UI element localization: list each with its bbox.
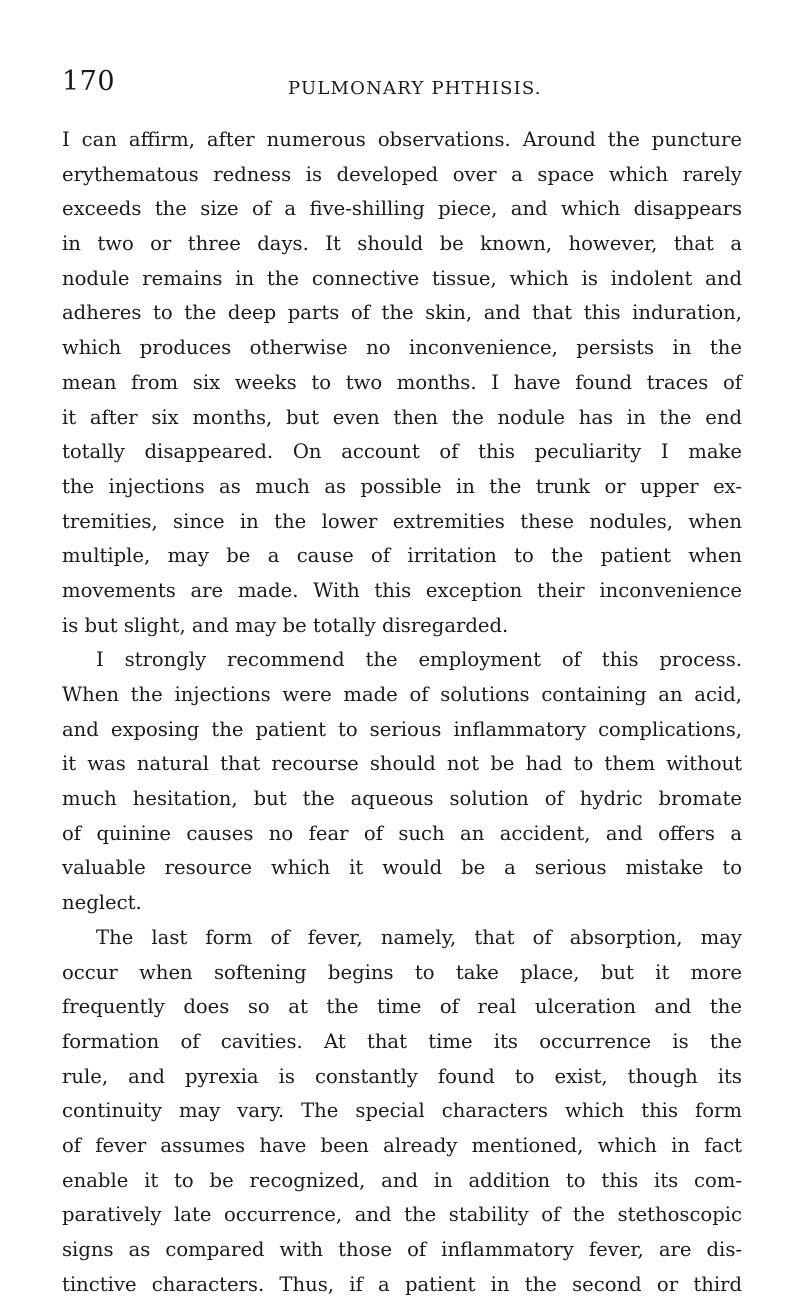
text-line: which produces otherwise no inconvenience, persists in the (62, 336, 742, 360)
text-line: rule, and pyrexia is constantly found to exist, though its (62, 1064, 742, 1088)
text-line: movements are made. With this exception their inconvenience (62, 578, 742, 602)
text-line: I can affirm, after numerous observations. Around the puncture (62, 128, 742, 151)
text-line: it was natural that recourse should not be had to them without (62, 752, 742, 776)
page-number: 170 (62, 66, 116, 97)
text-line: adheres to the deep parts of the skin, and that this induration, (62, 301, 742, 325)
text-line: continuity may vary. The special characters which this form (62, 1099, 742, 1123)
text-line: it after six months, but even then the nodule has in the end (62, 405, 742, 429)
text-line: enable it to be recognized, and in addition to this its com- (62, 1168, 742, 1192)
text-line: paratively late occurrence, and the stability of the stethoscopic (62, 1203, 742, 1227)
text-line: neglect. (62, 891, 142, 915)
text-line: tinctive characters. Thus, if a patient in the second or third (62, 1272, 742, 1296)
text-line: is but slight, and may be totally disregarded. (62, 613, 509, 637)
text-line: much hesitation, but the aqueous solution of hydric bromate (62, 787, 742, 811)
text-line: totally disappeared. On account of this peculiarity I make (62, 440, 742, 464)
text-line: and exposing the patient to serious inflammatory complications, (62, 717, 742, 741)
text-line: formation of cavities. At that time its occurrence is the (62, 1029, 742, 1053)
text-line: of fever assumes have been already mentioned, which in fact (62, 1133, 742, 1157)
text-line: valuable resource which it would be a serious mistake to (62, 856, 742, 880)
text-line: erythematous redness is developed over a space which rarely (62, 162, 742, 186)
body-text (62, 123, 742, 1302)
text-line: mean from six weeks to two months. I have found traces of (62, 370, 742, 394)
text-line: frequently does so at the time of real ulceration and the (62, 995, 742, 1019)
text-line: I strongly recommend the employment of this process. (96, 648, 742, 672)
text-line: of quinine causes no fear of such an accident, and offers a (62, 821, 742, 845)
text-line: in two or three days. It should be known, however, that a (62, 232, 742, 256)
text-line: exceeds the size of a five-shilling piece, and which disappears (62, 197, 742, 221)
running-head: PULMONARY PHTHISIS. (288, 78, 542, 99)
text-line: tremities, since in the lower extremities these nodules, when (62, 509, 742, 533)
text-line: multiple, may be a cause of irritation to the patient when (62, 544, 742, 568)
text-line: When the injections were made of solutions containing an acid, (62, 683, 742, 706)
text-line: the injections as much as possible in the trunk or upper ex- (62, 474, 742, 498)
text-line: occur when softening begins to take place, but it more (62, 960, 742, 984)
text-line: The last form of fever, namely, that of absorption, may (96, 925, 742, 949)
text-line: signs as compared with those of inflammatory fever, are dis- (62, 1238, 742, 1261)
text-line: nodule remains in the connective tissue, which is indolent and (62, 266, 742, 290)
